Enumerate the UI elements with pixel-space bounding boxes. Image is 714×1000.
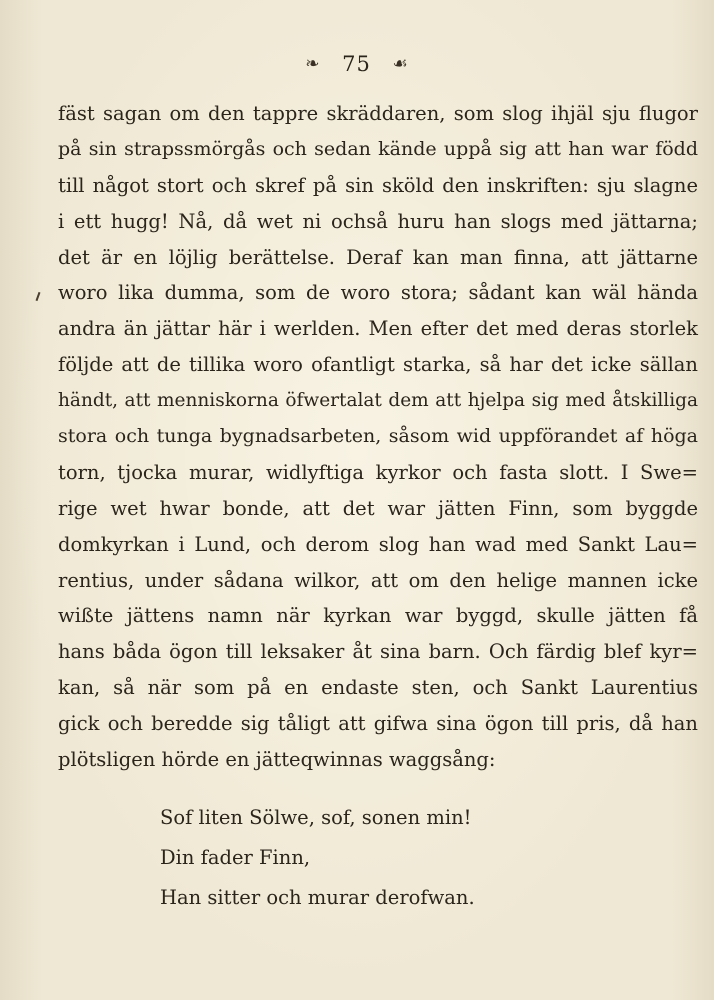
text-line: andra än jättar här i werlden. Men efter det med deras storlek <box>58 317 698 341</box>
margin-mark <box>36 292 41 301</box>
text-line: till något stort och skref på sin sköld den inskriften: sju slagne <box>58 173 698 197</box>
text-line: följde att de tillika woro ofantligt starka, så har det icke sällan <box>58 353 698 377</box>
text-line: domkyrkan i Lund, och derom slog han wad med Sankt Lau= <box>58 532 698 556</box>
text-line: i ett hugg! Nå, då wet ni ochså huru han slogs med jättarna; <box>58 209 698 233</box>
left-ornament-icon: ❧ <box>305 54 321 74</box>
lullaby-verse <box>160 798 475 918</box>
verse-line: Han sitter och murar derofwan. <box>160 886 475 909</box>
text-line: det är en löjlig berättelse. Deraf kan man finna, att jättarne <box>58 245 698 269</box>
right-ornament-icon: ☙ <box>392 54 409 74</box>
text-line: wißte jättens namn när kyrkan war byggd, skulle jätten få <box>58 604 698 628</box>
page-header <box>0 52 714 76</box>
verse-line: Sof liten Sölwe, sof, sonen min! <box>160 806 472 829</box>
text-line: stora och tunga bygnadsarbeten, såsom wid uppförandet af höga <box>58 425 698 448</box>
page-number: 75 <box>342 52 371 76</box>
text-line: händt, att menniskorna öfwertalat dem att hjelpa sig med åtskilliga <box>58 390 698 412</box>
text-line: torn, tjocka murar, widlyftiga kyrkor och fasta slott. I Swe= <box>58 460 698 484</box>
text-line: plötsligen hörde en jätteqwinnas waggsång: <box>58 748 496 772</box>
text-line: gick och beredde sig tåligt att gifwa sina ögon till pris, då han <box>58 712 698 736</box>
text-line: hans båda ögon till leksaker åt sina barn. Och färdig blef kyr= <box>58 640 698 664</box>
text-line: fäst sagan om den tappre skräddaren, som slog ihjäl sju flugor <box>58 102 698 125</box>
body-paragraph <box>58 96 698 778</box>
verse-line: Din fader Finn, <box>160 846 311 869</box>
text-line: kan, så när som på en endaste sten, och Sankt Laurentius <box>58 676 698 700</box>
text-line: rige wet hwar bonde, att det war jätten Finn, som byggde <box>58 496 698 520</box>
text-line: woro lika dumma, som de woro stora; sådant kan wäl hända <box>58 281 698 305</box>
text-line: på sin strapssmörgås och sedan kände uppå sig att han war född <box>58 137 698 160</box>
text-line: rentius, under sådana wilkor, att om den helige mannen icke <box>58 568 698 592</box>
